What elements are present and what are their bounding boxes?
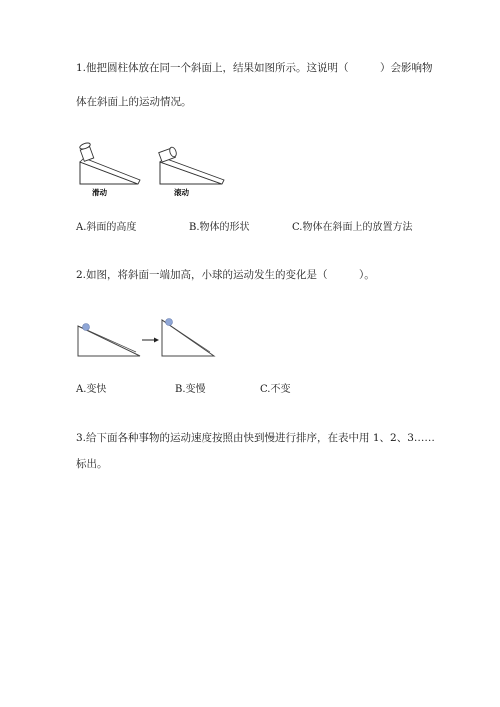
arrow-right-icon bbox=[154, 338, 159, 343]
ball-icon bbox=[166, 319, 173, 326]
question-1-option-a[interactable]: A.斜面的高度 bbox=[76, 222, 137, 233]
question-2-line-1: 2.如图，将斜面一端加高，小球的运动发生的变化是（ ）。 bbox=[76, 269, 375, 281]
question-1-line-2: 体在斜面上的运动情况。 bbox=[76, 96, 192, 108]
question-2-option-c[interactable]: C.不变 bbox=[260, 384, 291, 395]
figure-caption-sliding: 滑动 bbox=[92, 188, 107, 197]
question-3-line-1: 3.给下面各种事物的运动速度按照由快到慢进行排序，在表中用 1、2、3…… bbox=[76, 432, 435, 444]
question-1-line-1: 1.他把圆柱体放在同一个斜面上，结果如图所示。这说明（ ）会影响物 bbox=[76, 62, 433, 74]
figure-caption-rolling: 滚动 bbox=[174, 188, 189, 197]
question-2-option-a[interactable]: A.变快 bbox=[76, 384, 107, 395]
question-2-option-b[interactable]: B.变慢 bbox=[175, 384, 206, 395]
question-1-option-b[interactable]: B.物体的形状 bbox=[189, 222, 250, 233]
sliding-cylinder-figure bbox=[72, 140, 142, 200]
ramp-raise-figure bbox=[70, 316, 220, 362]
rolling-cylinder-figure bbox=[152, 140, 228, 200]
question-3-line-2: 标出。 bbox=[76, 458, 108, 470]
question-1-option-c[interactable]: C.物体在斜面上的放置方法 bbox=[292, 222, 413, 233]
ball-icon bbox=[83, 324, 90, 331]
